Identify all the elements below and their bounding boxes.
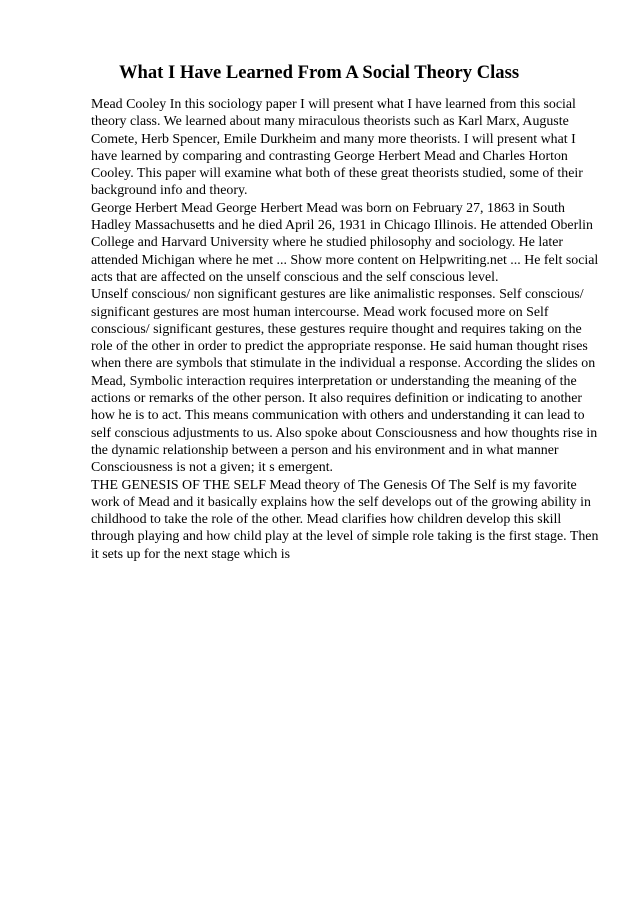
document-body (91, 96, 601, 563)
document-title: What I Have Learned From A Social Theory Class (118, 62, 520, 83)
paragraph-mead-biography: George Herbert Mead George Herbert Mead was born on February 27, 1863 in South Hadley Massachusetts and he died April 26, 1931 in Chicago Illinois. He attended Oberlin College and Harvard University where he studied philosophy and sociology. He later attended Michigan where he met ... Show more content on Helpwriting.net ... He felt social acts that are affected on the unself conscious and the self conscious level. (91, 200, 599, 285)
paragraph-gestures: Unself conscious/ non significant gestures are like animalistic responses. Self conscious/ significant gestures are most human intercourse. Mead work focused more on Self conscious/ significant gestures, these gestures require thought and requires taking on the role of the other in order to predict the appropriate response. He said human thought rises when there are symbols that stimulate in the individual a response. According the slides on Mead, Symbolic interaction requires interpretation or understanding the meaning of the actions or remarks of the other person. It also requires definition or indicating to another how he is to act. This means communication with others and understanding it can lead to self conscious adjustments to us. Also spoke about Consciousness and how thoughts rise in the dynamic relationship between a person and his environment and in what manner Consciousness is not a given; it s emergent. (91, 287, 598, 476)
paragraph-genesis-of-self: THE GENESIS OF THE SELF Mead theory of The Genesis Of The Self is my favorite work of Mead and it basically explains how the self develops out of the growing ability in childhood to take the role of the other. Mead clarifies how children develop this skill through playing and how child play at the level of simple role taking is the first stage. Then it sets up for the next stage which is (91, 477, 599, 562)
paragraph-intro: Mead Cooley In this sociology paper I will present what I have learned from this social theory class. We learned about many miraculous theorists such as Karl Marx, Auguste Comete, Herb Spencer, Emile Durkheim and many more theorists. I will present what I have learned by comparing and contrasting George Herbert Mead and Charles Horton Cooley. This paper will examine what both of these great theorists studied, some of their background info and theory. (91, 97, 583, 199)
